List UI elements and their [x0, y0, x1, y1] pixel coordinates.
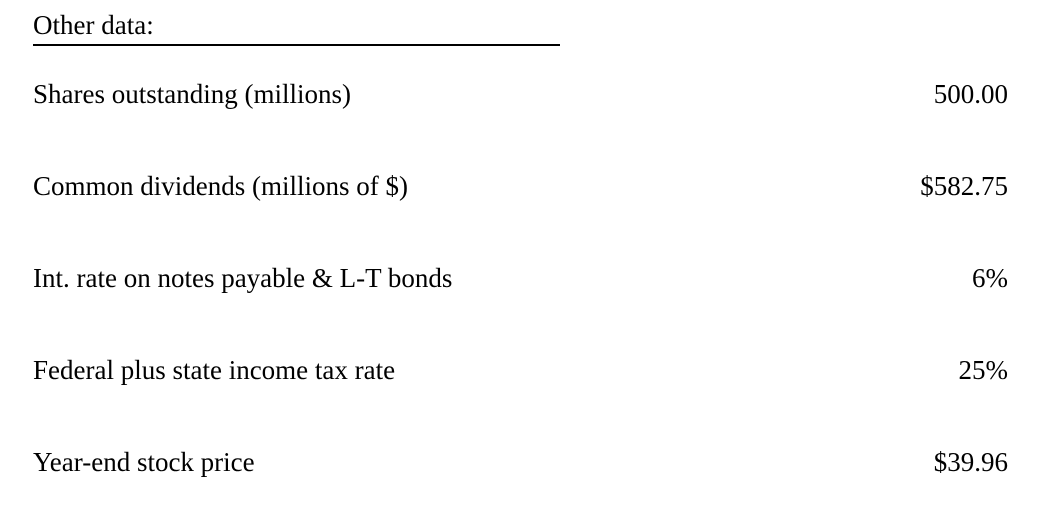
data-row-tax-rate: [33, 350, 1008, 390]
row-label: Int. rate on notes payable & L-T bonds: [33, 263, 453, 293]
row-value: $39.96: [933, 447, 1008, 477]
row-label: Federal plus state income tax rate: [33, 355, 396, 385]
row-value: $582.75: [920, 171, 1008, 201]
row-value: 6%: [972, 263, 1008, 293]
data-row-shares-outstanding: [33, 74, 1008, 114]
row-value: 500.00: [933, 79, 1008, 109]
row-label: Common dividends (millions of $): [33, 171, 408, 201]
section-header: [33, 8, 560, 46]
section-title: Other data:: [33, 10, 154, 40]
row-label: Year-end stock price: [33, 447, 255, 477]
data-row-common-dividends: [33, 166, 1008, 206]
row-value: 25%: [958, 355, 1008, 385]
row-label: Shares outstanding (millions): [33, 79, 351, 109]
data-row-interest-rate: [33, 258, 1008, 298]
data-row-stock-price: [33, 442, 1008, 482]
